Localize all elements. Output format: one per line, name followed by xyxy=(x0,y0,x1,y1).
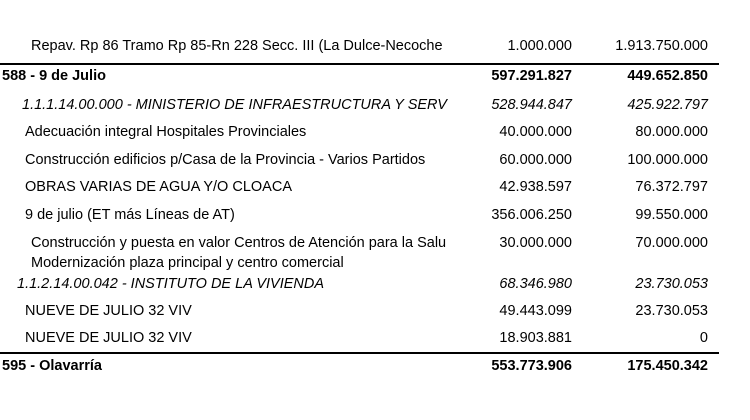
row-value-col2: 0 xyxy=(699,330,708,346)
row-value-col1: 528.944.847 xyxy=(491,97,572,113)
row-label: NUEVE DE JULIO 32 VIV xyxy=(25,330,192,346)
row-value-col2: 449.652.850 xyxy=(627,68,708,84)
row-value-col1: 356.006.250 xyxy=(491,207,572,223)
row-value-col1: 553.773.906 xyxy=(491,358,572,374)
row-label: Adecuación integral Hospitales Provinciales xyxy=(25,124,307,140)
row-value-col1: 60.000.000 xyxy=(499,152,572,168)
section-divider xyxy=(0,352,719,354)
row-label: Repav. Rp 86 Tramo Rp 85-Rn 228 Secc. III (La Dulce-Necoche xyxy=(31,38,443,54)
row-value-col1: 49.443.099 xyxy=(499,303,572,319)
row-label: Construcción y puesta en valor Centros de Atención para la Salu xyxy=(31,235,447,251)
row-value-col2: 175.450.342 xyxy=(627,358,708,374)
row-value-col1: 1.000.000 xyxy=(507,38,572,54)
row-value-col2: 23.730.053 xyxy=(635,303,708,319)
row-label: Modernización plaza principal y centro comercial xyxy=(31,255,344,271)
row-label: OBRAS VARIAS DE AGUA Y/O CLOACA xyxy=(25,179,292,195)
row-value-col2: 425.922.797 xyxy=(627,97,708,113)
row-value-col1: 42.938.597 xyxy=(499,179,572,195)
row-value-col2: 99.550.000 xyxy=(635,207,708,223)
row-label: 9 de julio (ET más Líneas de AT) xyxy=(25,207,235,223)
row-value-col1: 597.291.827 xyxy=(491,68,572,84)
row-label: Construcción edificios p/Casa de la Provincia - Varios Partidos xyxy=(25,152,426,168)
row-value-col2: 1.913.750.000 xyxy=(615,38,708,54)
row-value-col2: 80.000.000 xyxy=(635,124,708,140)
section-divider xyxy=(0,63,719,65)
row-value-col2: 70.000.000 xyxy=(635,235,708,251)
row-value-col1: 40.000.000 xyxy=(499,124,572,140)
row-label: NUEVE DE JULIO 32 VIV xyxy=(25,303,192,319)
section-label: 595 - Olavarría xyxy=(2,358,102,374)
subsection-label: 1.1.2.14.00.042 - INSTITUTO DE LA VIVIENDA xyxy=(17,276,325,292)
row-value-col1: 30.000.000 xyxy=(499,235,572,251)
section-label: 588 - 9 de Julio xyxy=(2,68,106,84)
subsection-label: 1.1.1.14.00.000 - MINISTERIO DE INFRAESTRUCTURA Y SERV xyxy=(22,97,447,113)
row-value-col1: 68.346.980 xyxy=(499,276,572,292)
row-value-col2: 23.730.053 xyxy=(635,276,708,292)
row-value-col1: 18.903.881 xyxy=(499,330,572,346)
row-value-col2: 76.372.797 xyxy=(635,179,708,195)
row-value-col2: 100.000.000 xyxy=(627,152,708,168)
